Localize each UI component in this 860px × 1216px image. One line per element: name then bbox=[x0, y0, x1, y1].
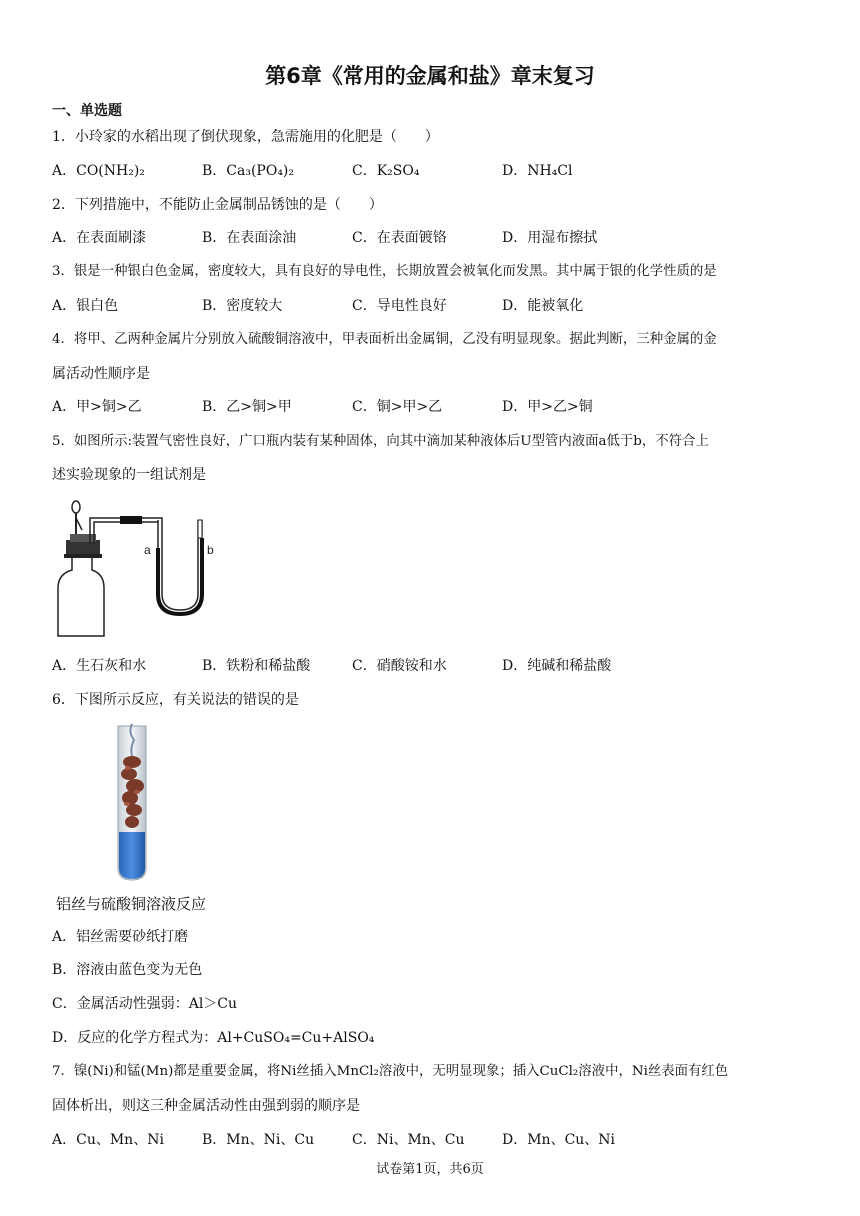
q3-option-c: C．导电性良好 bbox=[352, 298, 447, 314]
page-footer: 试卷第1页，共6页 bbox=[376, 1162, 484, 1177]
blue-solution bbox=[119, 832, 145, 879]
delivery-tube bbox=[90, 516, 162, 544]
q5-option-d: D．纯碱和稀盐酸 bbox=[502, 658, 612, 674]
question-4-text-line2: 属活动性顺序是 bbox=[52, 366, 150, 382]
q5-option-a: A．生石灰和水 bbox=[52, 658, 147, 674]
q7-option-a: A．Cu、Mn、Ni bbox=[52, 1132, 164, 1148]
q6-option-a: A．铝丝需要砂纸打磨 bbox=[52, 929, 189, 945]
page-title: 第6章《常用的金属和盐》章末复习 bbox=[265, 64, 595, 88]
q1-option-b: B．Ca₃(PO₄)₂ bbox=[202, 163, 295, 179]
q4-option-b: B．乙>铜>甲 bbox=[202, 399, 292, 415]
q1-option-c: C．K₂SO₄ bbox=[352, 163, 420, 179]
q5-option-c: C．硝酸铵和水 bbox=[352, 658, 447, 674]
label-b: b bbox=[207, 543, 214, 557]
question-3-text: 3．银是一种银白色金属，密度较大，具有良好的导电性，长期放置会被氧化而发黑。其中属于银的化学性质的是 bbox=[52, 264, 717, 279]
u-tube bbox=[158, 520, 202, 614]
q4-option-d: D．甲>乙>铜 bbox=[502, 399, 593, 415]
wide-mouth-bottle bbox=[58, 558, 104, 636]
q4-option-a: A．甲>铜>乙 bbox=[52, 399, 142, 415]
rubber-stopper bbox=[64, 534, 102, 558]
label-a: a bbox=[144, 543, 151, 557]
q7-option-c: C．Ni、Mn、Cu bbox=[352, 1132, 465, 1148]
section-heading: 一、单选题 bbox=[52, 103, 122, 119]
q7-option-d: D．Mn、Cu、Ni bbox=[502, 1132, 616, 1148]
q2-option-a: A．在表面刷漆 bbox=[52, 230, 147, 246]
question-5-text-line1: 5．如图所示:装置气密性良好，广口瓶内装有某种固体，向其中滴加某种液体后U型管内液面a低于b，不符合上 bbox=[52, 434, 709, 449]
q3-option-a: A．银白色 bbox=[52, 298, 119, 314]
q6-option-b: B．溶液由蓝色变为无色 bbox=[52, 962, 203, 978]
figure-caption: 铝丝与硫酸铜溶液反应 bbox=[56, 895, 207, 913]
test-tube-photo bbox=[108, 722, 156, 884]
question-7-text-line2: 固体析出，则这三种金属活动性由强到弱的顺序是 bbox=[52, 1098, 360, 1114]
q4-option-c: C．铜>甲>乙 bbox=[352, 399, 443, 415]
question-1-text: 1．小玲家的水稻出现了倒伏现象，急需施用的化肥是（ ） bbox=[52, 129, 439, 145]
q6-option-c: C．金属活动性强弱：Al＞Cu bbox=[52, 996, 238, 1012]
apparatus-figure bbox=[52, 498, 227, 640]
question-7-text-line1: 7．镍(Ni)和锰(Mn)都是重要金属，将Ni丝插入MnCl₂溶液中，无明显现象；插入CuCl₂溶液中，Ni丝表面有红色 bbox=[52, 1064, 729, 1079]
q3-option-d: D．能被氧化 bbox=[502, 298, 584, 314]
q5-option-b: B．铁粉和稀盐酸 bbox=[202, 658, 311, 674]
q6-option-d: D．反应的化学方程式为：Al+CuSO₄=Cu+AlSO₄ bbox=[52, 1030, 375, 1046]
question-2-text: 2．下列措施中，不能防止金属制品锈蚀的是（ ） bbox=[52, 197, 383, 213]
q1-option-a: A．CO(NH₂)₂ bbox=[52, 163, 145, 179]
q7-option-b: B．Mn、Ni、Cu bbox=[202, 1132, 315, 1148]
q2-option-b: B．在表面涂油 bbox=[202, 230, 297, 246]
q2-option-c: C．在表面镀铬 bbox=[352, 230, 447, 246]
q1-option-d: D．NH₄Cl bbox=[502, 163, 573, 179]
question-6-text: 6．下图所示反应，有关说法的错误的是 bbox=[52, 692, 299, 708]
question-5-text-line2: 述实验现象的一组试剂是 bbox=[52, 467, 206, 483]
q3-option-b: B．密度较大 bbox=[202, 298, 283, 314]
question-4-text-line1: 4．将甲、乙两种金属片分别放入硫酸铜溶液中，甲表面析出金属铜，乙没有明显现象。据此判断，三种金属的金 bbox=[52, 332, 717, 347]
q2-option-d: D．用湿布擦拭 bbox=[502, 230, 598, 246]
